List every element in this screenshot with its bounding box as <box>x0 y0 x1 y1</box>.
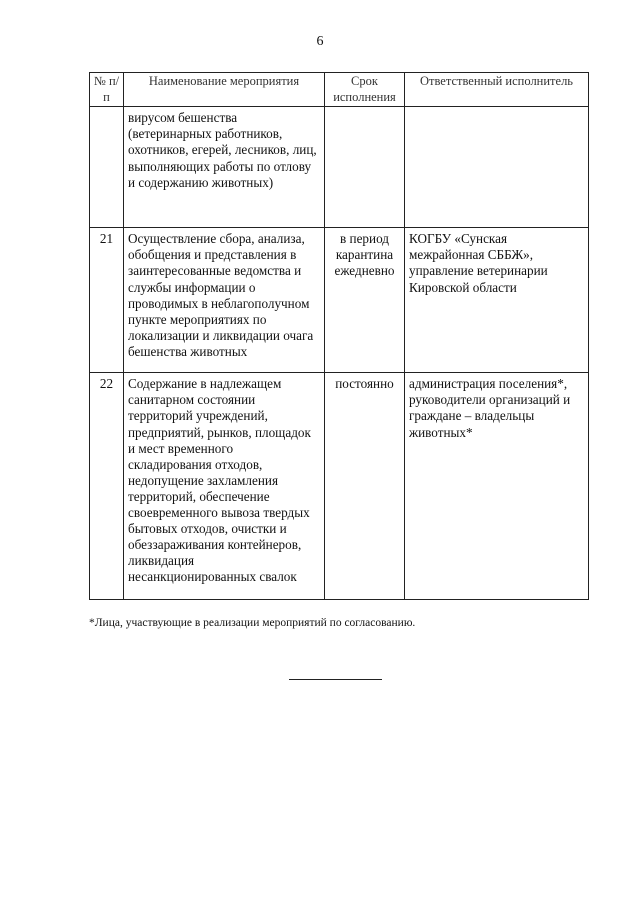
table-row <box>90 107 589 228</box>
header-name: Наименование мероприятия <box>124 73 325 107</box>
row-name: Содержание в надлежащем санитарном состоянии территорий учреждений, предприятий, рынков, площадок и мест временного складирования отходов, недопущение захламления территорий, обеспечение своевременного вывоза твердых бытовых отходов, очистки и обеззараживания контейнеров, ликвидация несанкционированных свалок <box>124 373 325 600</box>
row-responsible: КОГБУ «Сунская межрайонная СББЖ», управление ветеринарии Кировской области <box>405 228 589 373</box>
table-row <box>90 373 589 600</box>
page-number: 6 <box>316 34 324 49</box>
row-num: 21 <box>90 228 124 373</box>
row-name: вирусом бешенства (ветеринарных работников, охотников, егерей, лесников, лиц, выполняющих работы по отлову и содержанию животных) <box>124 107 325 228</box>
header-num: № п/п <box>90 73 124 107</box>
table-row <box>90 228 589 373</box>
header-responsible: Ответственный исполнитель <box>405 73 589 107</box>
row-term: постоянно <box>325 373 405 600</box>
table-header-row <box>90 73 589 107</box>
end-divider <box>289 679 382 680</box>
footnote: *Лица, участвующие в реализации мероприятий по согласованию. <box>89 617 416 629</box>
row-responsible <box>405 107 589 228</box>
row-term: в период карантина ежедневно <box>325 228 405 373</box>
row-num <box>90 107 124 228</box>
row-term <box>325 107 405 228</box>
measures-table <box>89 72 589 600</box>
row-responsible: администрация поселения*, руководители организаций и граждане – владельцы животных* <box>405 373 589 600</box>
row-num: 22 <box>90 373 124 600</box>
header-term: Срок исполнения <box>325 73 405 107</box>
row-name: Осуществление сбора, анализа, обобщения и представления в заинтересованные ведомства и службы информации о проводимых в неблагополучном пункте мероприятиях по локализации и ликвидации очага бешенства животных <box>124 228 325 373</box>
